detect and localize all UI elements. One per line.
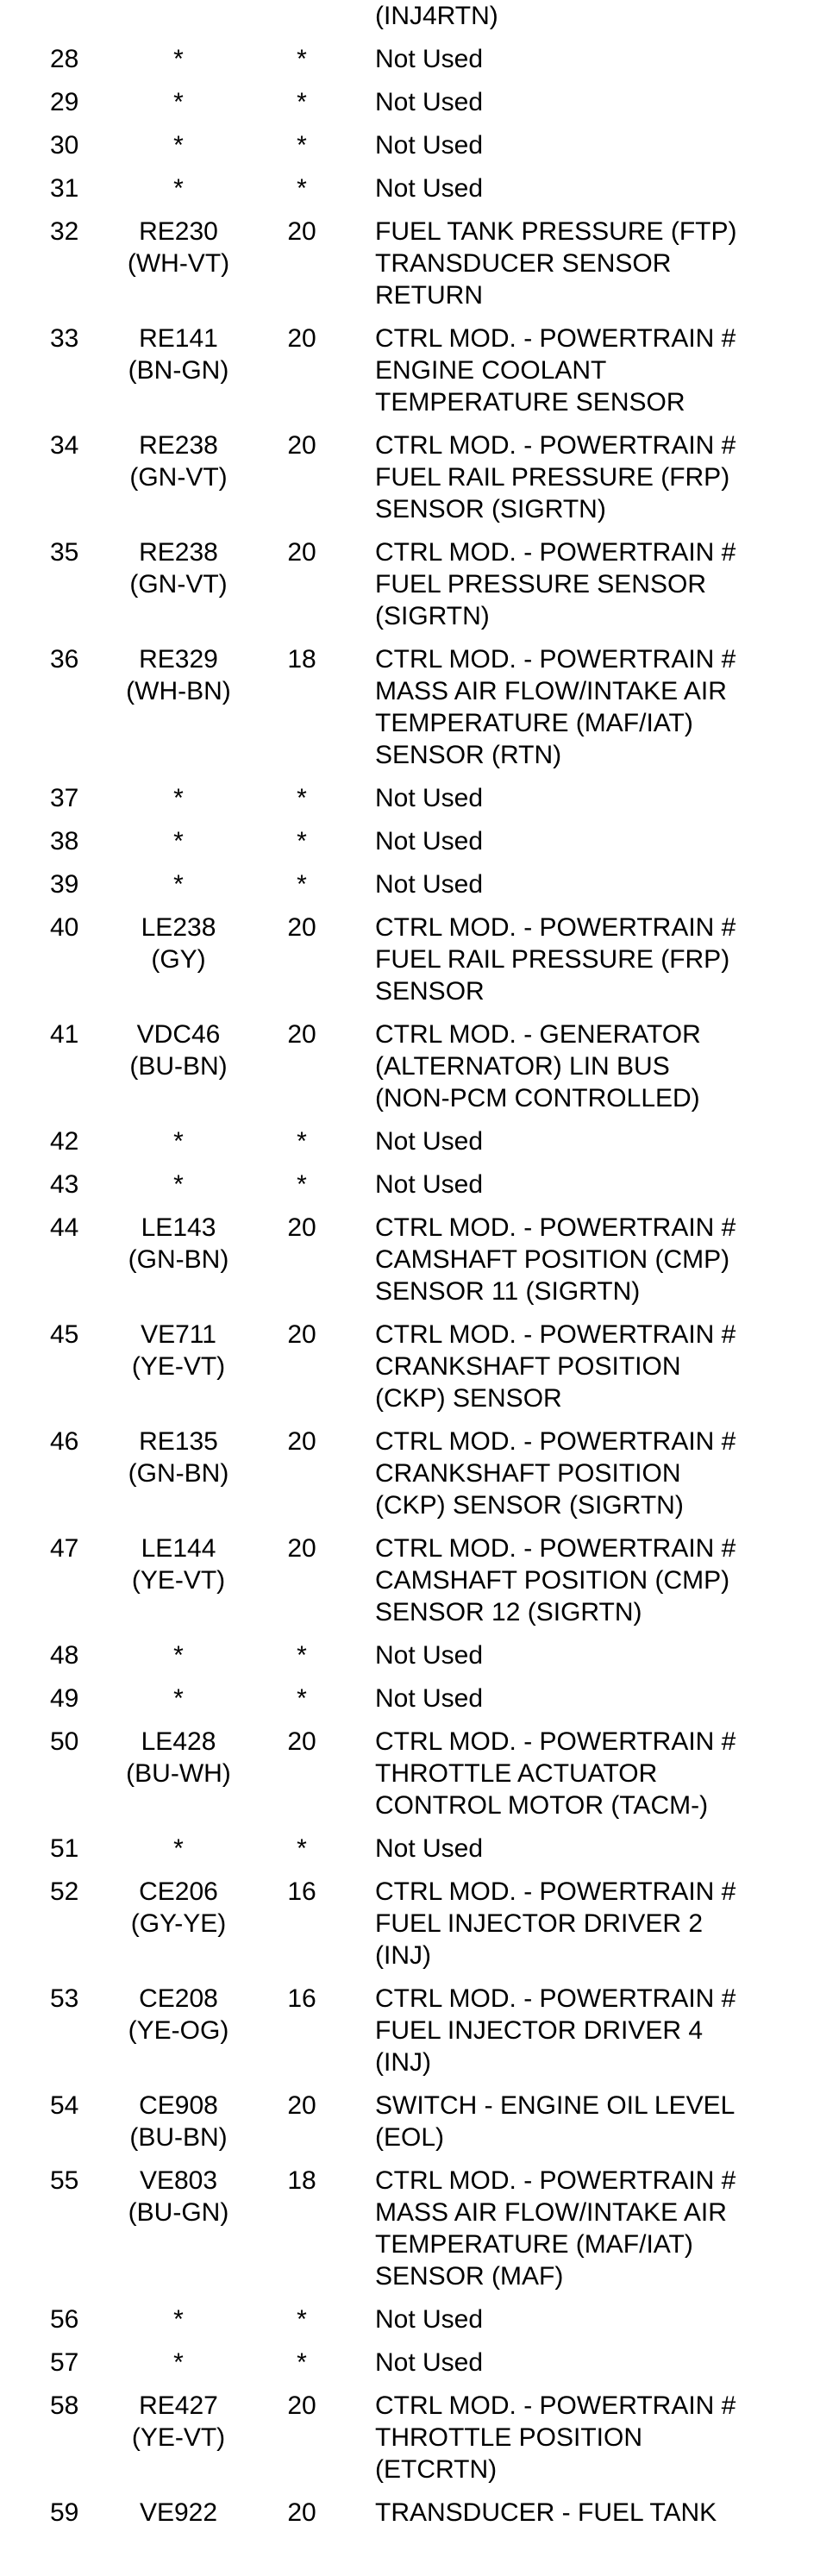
circuit-code: RE427 (YE-VT)	[131, 2391, 226, 2452]
circuit-code: *	[173, 1834, 184, 1863]
pin-number: 57	[50, 2348, 79, 2377]
pin-description: CTRL MOD. - POWERTRAIN # THROTTLE POSITION (ETCRTN)	[375, 2391, 736, 2484]
table-row	[0, 1726, 820, 1833]
pin-number: 33	[50, 324, 79, 353]
wire-gauge: *	[297, 88, 307, 116]
table-row	[0, 216, 820, 323]
wire-gauge: *	[297, 827, 307, 856]
wire-gauge: *	[297, 1127, 307, 1156]
table-row	[0, 129, 820, 172]
pin-description: CTRL MOD. - POWERTRAIN # FUEL RAIL PRESSURE (FRP) SENSOR (SIGRTN)	[375, 431, 736, 523]
wire-gauge: *	[297, 131, 307, 160]
pin-number: 35	[50, 538, 79, 567]
circuit-code: VE922	[139, 2498, 218, 2527]
pin-description: CTRL MOD. - POWERTRAIN # THROTTLE ACTUATOR CONTROL MOTOR (TACM-)	[375, 1727, 736, 1820]
table-row	[0, 643, 820, 782]
pin-description: Not Used	[375, 45, 484, 73]
table-row	[0, 86, 820, 129]
pin-number: 30	[50, 131, 79, 160]
table-row	[0, 825, 820, 868]
pin-number: 43	[50, 1170, 79, 1199]
pin-description: FUEL TANK PRESSURE (FTP) TRANSDUCER SENSOR RETURN	[375, 217, 737, 310]
table-row	[0, 1683, 820, 1726]
pin-description: Not Used	[375, 1170, 484, 1199]
wire-gauge: 20	[287, 2391, 316, 2420]
pin-description: Not Used	[375, 2348, 484, 2377]
pin-description: CTRL MOD. - POWERTRAIN # ENGINE COOLANT TEMPERATURE SENSOR	[375, 324, 736, 417]
circuit-code: CE206 (GY-YE)	[130, 1877, 227, 1938]
circuit-code: *	[173, 88, 184, 116]
circuit-code: LE143 (GN-BN)	[128, 1213, 229, 1274]
table-row	[0, 1833, 820, 1876]
circuit-code: *	[173, 827, 184, 856]
table-row	[0, 782, 820, 825]
pin-number: 49	[50, 1684, 79, 1713]
pin-description: CTRL MOD. - POWERTRAIN # MASS AIR FLOW/INTAKE AIR TEMPERATURE (MAF/IAT) SENSOR (MAF)	[375, 2166, 736, 2291]
wire-gauge: *	[297, 1834, 307, 1863]
pin-number: 29	[50, 88, 79, 116]
pin-number: 32	[50, 217, 79, 246]
pin-description: Not Used	[375, 2305, 484, 2334]
pin-number: 58	[50, 2391, 79, 2420]
circuit-code: RE135 (GN-BN)	[128, 1427, 229, 1488]
circuit-code: *	[173, 2305, 184, 2334]
wire-gauge: 20	[287, 324, 316, 353]
pin-description: CTRL MOD. - POWERTRAIN # CAMSHAFT POSITION (CMP) SENSOR 11 (SIGRTN)	[375, 1213, 736, 1306]
wire-gauge: 20	[287, 2091, 316, 2120]
wire-gauge: *	[297, 45, 307, 73]
table-row	[0, 1983, 820, 2090]
wire-gauge: 20	[287, 1020, 316, 1049]
circuit-code: RE230 (WH-VT)	[127, 217, 230, 278]
pin-number: 54	[50, 2091, 79, 2120]
circuit-code: *	[173, 1127, 184, 1156]
pin-number: 56	[50, 2305, 79, 2334]
circuit-code: RE329 (WH-BN)	[126, 645, 231, 705]
pin-description: CTRL MOD. - POWERTRAIN # MASS AIR FLOW/INTAKE AIR TEMPERATURE (MAF/IAT) SENSOR (RTN)	[375, 645, 736, 769]
circuit-code: *	[173, 174, 184, 203]
pin-number: 40	[50, 913, 79, 942]
pin-description: CTRL MOD. - POWERTRAIN # FUEL PRESSURE SENSOR (SIGRTN)	[375, 538, 736, 630]
pin-number: 46	[50, 1427, 79, 1456]
pin-number: 50	[50, 1727, 79, 1756]
table-row	[0, 1125, 820, 1169]
pin-description: CTRL MOD. - POWERTRAIN # CRANKSHAFT POSITION (CKP) SENSOR (SIGRTN)	[375, 1427, 736, 1520]
pin-description: CTRL MOD. - POWERTRAIN # FUEL INJECTOR DRIVER 2 (INJ)	[375, 1877, 736, 1970]
circuit-code: *	[173, 2348, 184, 2377]
pin-description: CTRL MOD. - POWERTRAIN # FUEL INJECTOR DRIVER 4 (INJ)	[375, 1984, 736, 2077]
wire-gauge: 20	[287, 431, 316, 460]
table-row	[0, 43, 820, 86]
pin-number: 42	[50, 1127, 79, 1156]
wire-gauge: *	[297, 1684, 307, 1713]
table-row	[0, 868, 820, 912]
circuit-code: VE803 (BU-GN)	[128, 2166, 229, 2227]
circuit-code: LE144 (YE-VT)	[131, 1534, 226, 1595]
pin-description: CTRL MOD. - POWERTRAIN # CRANKSHAFT POSITION (CKP) SENSOR	[375, 1320, 736, 1413]
wire-gauge: *	[297, 2348, 307, 2377]
pin-number: 39	[50, 870, 79, 899]
wire-gauge: 20	[287, 1534, 316, 1563]
wire-gauge: 20	[287, 1320, 316, 1349]
circuit-code: VE711 (YE-VT)	[131, 1320, 226, 1381]
pin-description: Not Used	[375, 1641, 484, 1670]
wire-gauge: 20	[287, 2498, 316, 2527]
pin-number: 38	[50, 827, 79, 856]
table-row	[0, 1169, 820, 1212]
circuit-code: RE238 (GN-VT)	[129, 431, 228, 492]
circuit-code: VDC46 (BU-BN)	[129, 1020, 228, 1081]
pin-description: CTRL MOD. - GENERATOR (ALTERNATOR) LIN BUS (NON-PCM CONTROLLED)	[375, 1020, 701, 1113]
pin-number: 53	[50, 1984, 79, 2013]
pin-number: 51	[50, 1834, 79, 1863]
table-row	[0, 536, 820, 643]
pin-description: SWITCH - ENGINE OIL LEVEL (EOL)	[375, 2091, 735, 2152]
table-row	[0, 1018, 820, 1125]
circuit-code: LE238 (GY)	[141, 913, 216, 974]
table-row	[0, 323, 820, 429]
wire-gauge: 20	[287, 1213, 316, 1242]
table-row	[0, 2303, 820, 2347]
pin-description: Not Used	[375, 88, 484, 116]
circuit-code: *	[173, 45, 184, 73]
pin-number: 31	[50, 174, 79, 203]
pin-number: 34	[50, 431, 79, 460]
table-row	[0, 172, 820, 216]
circuit-code: *	[173, 1170, 184, 1199]
wire-gauge: 20	[287, 1727, 316, 1756]
table-row	[0, 2090, 820, 2165]
pin-number: 44	[50, 1213, 79, 1242]
wire-gauge: 16	[287, 1877, 316, 1906]
pin-number: 36	[50, 645, 79, 674]
circuit-code: CE208 (YE-OG)	[128, 1984, 229, 2045]
wire-gauge: 16	[287, 1984, 316, 2013]
circuit-code: LE428 (BU-WH)	[126, 1727, 231, 1788]
wire-gauge: 20	[287, 217, 316, 246]
pin-description: Not Used	[375, 131, 484, 160]
wire-gauge: 20	[287, 538, 316, 567]
pin-number: 47	[50, 1534, 79, 1563]
pin-description: TRANSDUCER - FUEL TANK	[375, 2498, 717, 2527]
pin-description: Not Used	[375, 1127, 484, 1156]
circuit-code: *	[173, 870, 184, 899]
pin-number: 48	[50, 1641, 79, 1670]
table-row	[0, 2390, 820, 2497]
table-row	[0, 429, 820, 536]
table-row	[0, 1212, 820, 1319]
table-row	[0, 2165, 820, 2303]
pin-number: 55	[50, 2166, 79, 2195]
table-row	[0, 1319, 820, 1426]
continued-description: (INJ4RTN)	[375, 2, 498, 30]
circuit-code: *	[173, 131, 184, 160]
pin-description: Not Used	[375, 1684, 484, 1713]
pin-number: 28	[50, 45, 79, 73]
circuit-code: CE908 (BU-BN)	[129, 2091, 228, 2152]
table-row	[0, 1532, 820, 1639]
wire-gauge: 20	[287, 913, 316, 942]
table-row	[0, 2347, 820, 2390]
circuit-code: *	[173, 784, 184, 812]
wire-gauge: *	[297, 1170, 307, 1199]
pin-description: Not Used	[375, 784, 484, 812]
pin-description: Not Used	[375, 1834, 484, 1863]
pin-description: Not Used	[375, 870, 484, 899]
circuit-code: *	[173, 1641, 184, 1670]
pin-number: 41	[50, 1020, 79, 1049]
circuit-code: RE238 (GN-VT)	[129, 538, 228, 599]
pin-number: 52	[50, 1877, 79, 1906]
pin-description: Not Used	[375, 174, 484, 203]
pin-description: Not Used	[375, 827, 484, 856]
pin-description: CTRL MOD. - POWERTRAIN # FUEL RAIL PRESSURE (FRP) SENSOR	[375, 913, 736, 1006]
wire-gauge: *	[297, 174, 307, 203]
pin-number: 59	[50, 2498, 79, 2527]
circuit-code: *	[173, 1684, 184, 1713]
pin-number: 45	[50, 1320, 79, 1349]
continued-row	[0, 0, 820, 43]
wire-gauge: 18	[287, 2166, 316, 2195]
pin-number: 37	[50, 784, 79, 812]
table-row	[0, 912, 820, 1018]
table-row	[0, 1426, 820, 1532]
wire-gauge: *	[297, 1641, 307, 1670]
wire-gauge: *	[297, 2305, 307, 2334]
pin-description: CTRL MOD. - POWERTRAIN # CAMSHAFT POSITION (CMP) SENSOR 12 (SIGRTN)	[375, 1534, 736, 1626]
pin-rows	[0, 43, 820, 2540]
wire-gauge: 18	[287, 645, 316, 674]
table-row	[0, 1639, 820, 1683]
wire-gauge: *	[297, 870, 307, 899]
wire-gauge: *	[297, 784, 307, 812]
table-row	[0, 1876, 820, 1983]
circuit-code: RE141 (BN-GN)	[128, 324, 229, 385]
wire-gauge: 20	[287, 1427, 316, 1456]
table-row	[0, 2497, 820, 2540]
